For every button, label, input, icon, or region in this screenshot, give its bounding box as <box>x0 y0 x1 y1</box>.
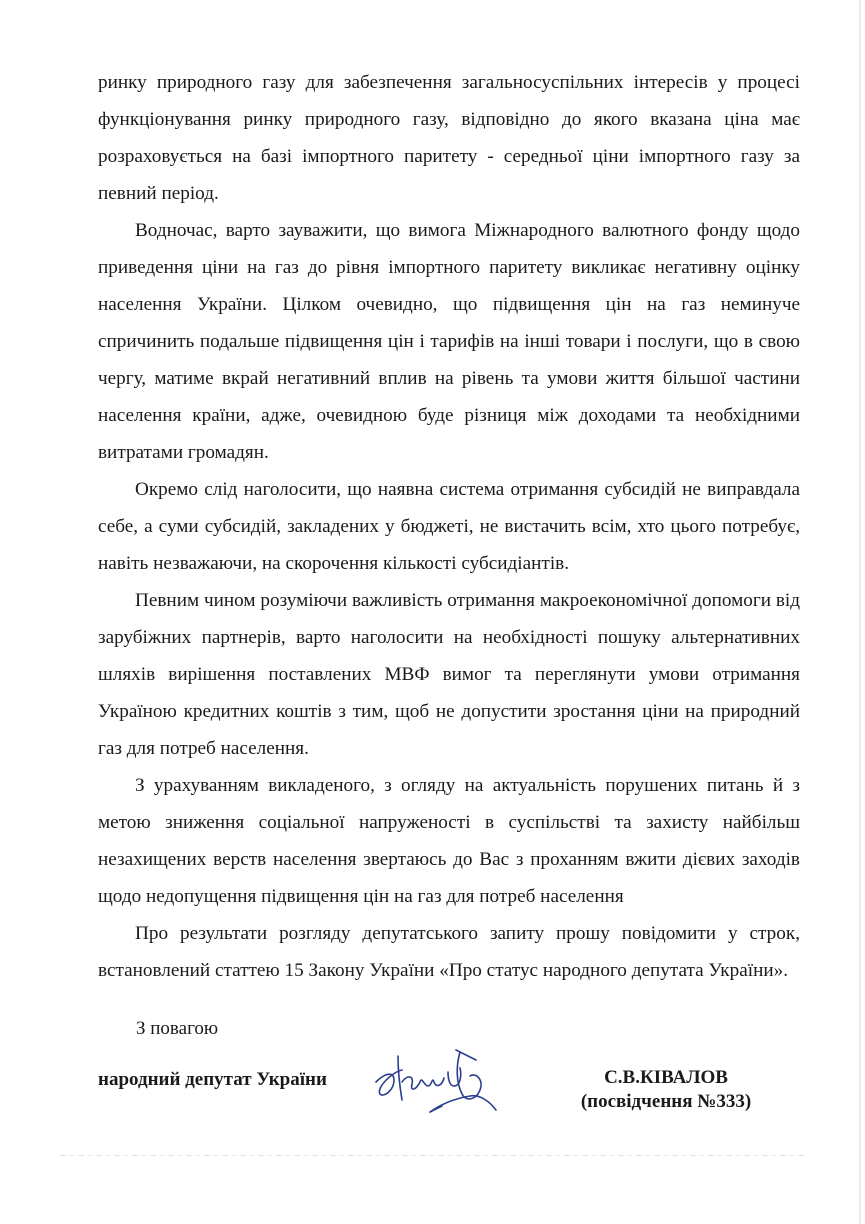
paragraph-1: ринку природного газу для забезпечення загальносуспільних інтересів у процесі функціонування ринку природного газу, відповідно до якого вказана ціна має розраховується на базі імпортного паритету - середньої ціни імпортного газу за певний період. <box>98 72 800 204</box>
page-edge <box>859 0 861 1224</box>
signer-credential: (посвідчення №333) <box>580 1091 752 1112</box>
paragraph-5: З урахуванням викладеного, з огляду на актуальність порушених питань й з метою зниження соціальної напруженості в суспільстві та захисту найбільш незахищених верств населення звертаюсь до Вас з проханням вжити дієвих заходів щодо недопущення підвищення цін на газ для потреб населення <box>98 775 800 907</box>
paragraph-6: Про результати розгляду депутатського запиту прошу повідомити у строк, встановлений статтею 15 Закону України «Про статус народного депутата України». <box>98 923 800 981</box>
paragraph-2: Водночас, варто зауважити, що вимога Міжнародного валютного фонду щодо приведення ціни на газ до рівня імпортного паритету викликає негативну оцінку населення України. Цілком очевидно, що підвищення цін на газ неминуче спричинить подальше підвищення цін і тарифів на інші товари і послуги, що в свою чергу, матиме вкрай негативний вплив на рівень та умови життя більшої частини населення країни, адже, очевидною буде різниця між доходами та необхідними витратами громадян. <box>98 220 800 463</box>
paragraph-4: Певним чином розуміючи важливість отримання макроекономічної допомоги від зарубіжних партнерів, варто наголосити на необхідності пошуку альтернативних шляхів вирішення поставлених МВФ вимог та переглянути умови отримання Україною кредитних коштів з тим, щоб не допустити зростання ціни на природний газ для потреб населення. <box>98 590 800 759</box>
signer-block <box>556 1066 776 1114</box>
handwritten-signature-icon <box>372 1042 512 1118</box>
closing-greeting: З повагою <box>136 1018 219 1039</box>
scan-artifact-line <box>60 1155 805 1156</box>
letter-body <box>98 64 800 989</box>
signer-position: народний депутат України <box>98 1069 327 1090</box>
paragraph-3: Окремо слід наголосити, що наявна система отримання субсидій не виправдала себе, а суми субсидій, закладених у бюджеті, не вистачить всім, хто цього потребує, навіть незважаючи, на скорочення кількості субсидіантів. <box>98 479 800 574</box>
signer-name: С.В.КІВАЛОВ <box>604 1067 728 1088</box>
